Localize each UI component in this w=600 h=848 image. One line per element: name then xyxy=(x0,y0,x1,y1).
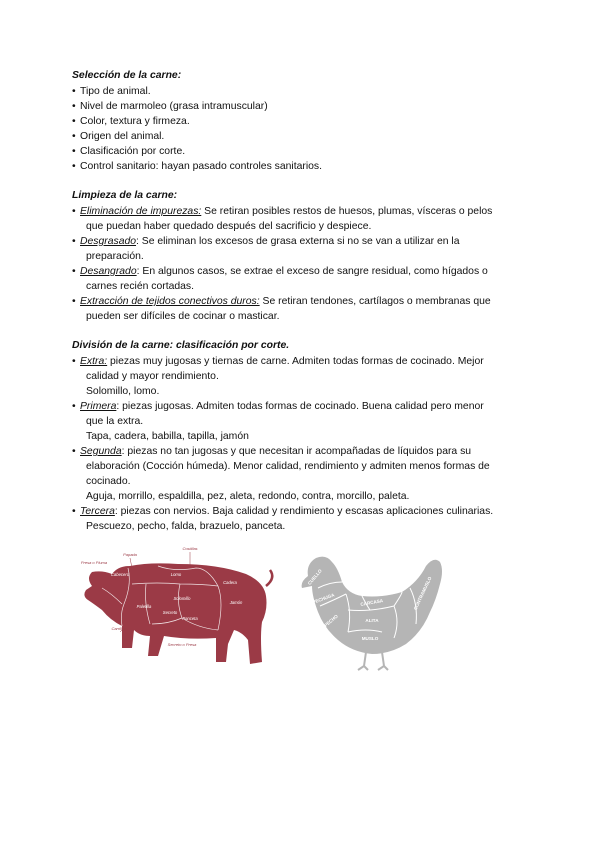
diagram-label: Solomillo xyxy=(173,596,191,601)
diagram-label: PECHUGA xyxy=(311,592,336,605)
term-label: Extracción de tejidos conectivos duros: xyxy=(80,296,260,307)
term-label: Desangrado xyxy=(80,266,137,277)
diagram-label: Cabecero xyxy=(110,572,130,577)
diagram-label: Lomo xyxy=(170,572,182,577)
term-label: Primera xyxy=(80,401,117,412)
list-item: • Clasificación por corte. xyxy=(72,146,186,157)
term-label: Desgrasado xyxy=(80,236,137,247)
section-seleccion xyxy=(72,68,532,174)
diagram-label: PECHO xyxy=(323,613,339,629)
diagram-label: Secreto o Presa xyxy=(167,642,197,647)
diagram-label: Paletilla xyxy=(136,604,152,609)
diagram-label: Jamón xyxy=(229,600,243,605)
section-heading: Selección de la carne: xyxy=(72,70,182,81)
diagram-label: Papada xyxy=(123,552,137,557)
diagram-label: Panceta xyxy=(182,616,198,621)
section-heading: Limpieza de la carne: xyxy=(72,190,178,201)
list-item: • Color, textura y firmeza. xyxy=(72,116,190,127)
pig-body-shape xyxy=(84,563,272,664)
figures-row xyxy=(78,544,538,674)
term-label: Segunda xyxy=(80,446,122,457)
diagram-label: CARCASA xyxy=(359,598,384,607)
list-item: • Tipo de animal. xyxy=(72,86,151,97)
diagram-label: Presa o Pluma xyxy=(80,560,108,565)
cut-examples: Pescuezo, pecho, falda, brazuelo, panceta. xyxy=(86,521,286,532)
list-item: • Nivel de marmoleo (grasa intramuscular) xyxy=(72,101,268,112)
list-item: • Desangrado: En algunos casos, se extrae el exceso de sangre residual, como hígados o carnes recién cortadas. xyxy=(72,266,488,292)
diagram-label: Cadera xyxy=(223,580,237,585)
cut-examples: Aguja, morrillo, espaldilla, pez, aleta, redondo, contra, morcillo, paleta. xyxy=(86,491,410,502)
list-item: • Primera: piezas jugosas. Admiten todas formas de cocinado. Buena calidad pero menor que la extra. Tapa, cadera, babilla, tapilla, jamón xyxy=(72,399,532,444)
pig-cuts-diagram xyxy=(78,544,278,672)
list-item: • Extra: piezas muy jugosas y tiernas de carne. Admiten todas formas de cocinado. Mejor calidad y mayor rendimiento. Solomillo, lomo. xyxy=(72,354,532,399)
cut-examples: Tapa, cadera, babilla, tapilla, jamón xyxy=(86,431,249,442)
section-division xyxy=(72,338,532,534)
list-item: • Desgrasado: Se eliminan los excesos de grasa externa si no se van a utilizar en la preparación. xyxy=(72,236,460,262)
section-heading: División de la carne: clasificación por corte. xyxy=(72,340,290,351)
diagram-label: ALITA xyxy=(365,618,379,623)
term-label: Tercera xyxy=(80,506,115,517)
chicken-illustration xyxy=(290,548,450,674)
diagram-label: MUSLO xyxy=(361,636,379,641)
chicken-body-shape xyxy=(302,557,442,670)
list-item: • Extracción de tejidos conectivos duros: Se retiran tendones, cartílagos o membranas que pueden ser difíciles de cocinar o masticar. xyxy=(72,296,491,322)
list-item: • Control sanitario: hayan pasado controles sanitarios. xyxy=(72,161,323,172)
list-item: • Segunda: piezas no tan jugosas y que necesitan ir acompañadas de líquidos para su elaboración (Cocción húmeda). Menor calidad, rendimiento y admiten menos formas de cocinado. Aguja, morrillo, espaldilla, pez, aleta, redondo, contra, morcillo, paleta. xyxy=(72,444,532,504)
term-label: Eliminación de impurezas: xyxy=(80,206,202,217)
list-item: • Tercera: piezas con nervios. Baja calidad y rendimiento y escasas aplicaciones culinarias. Pescuezo, pecho, falda, brazuelo, panceta. xyxy=(72,504,532,534)
term-label: Extra: xyxy=(80,356,108,367)
diagram-label: Costillas xyxy=(182,546,198,551)
list-item: • Origen del animal. xyxy=(72,131,165,142)
document-page xyxy=(72,68,532,548)
section-limpieza xyxy=(72,188,532,324)
pig-illustration xyxy=(78,544,278,672)
diagram-label: Secreto xyxy=(162,610,178,615)
diagram-label: CUELLO xyxy=(306,568,323,586)
list-item: • Eliminación de impurezas: Se retiran posibles restos de huesos, plumas, vísceras o pelos que puedan haber quedado después del sacrificio y despiece. xyxy=(72,206,493,232)
cut-examples: Solomillo, lomo. xyxy=(86,386,160,397)
diagram-label: Carrillada xyxy=(111,626,129,631)
chicken-cuts-diagram xyxy=(290,548,450,674)
diagram-label: CONTRAMUSLO xyxy=(412,575,433,611)
